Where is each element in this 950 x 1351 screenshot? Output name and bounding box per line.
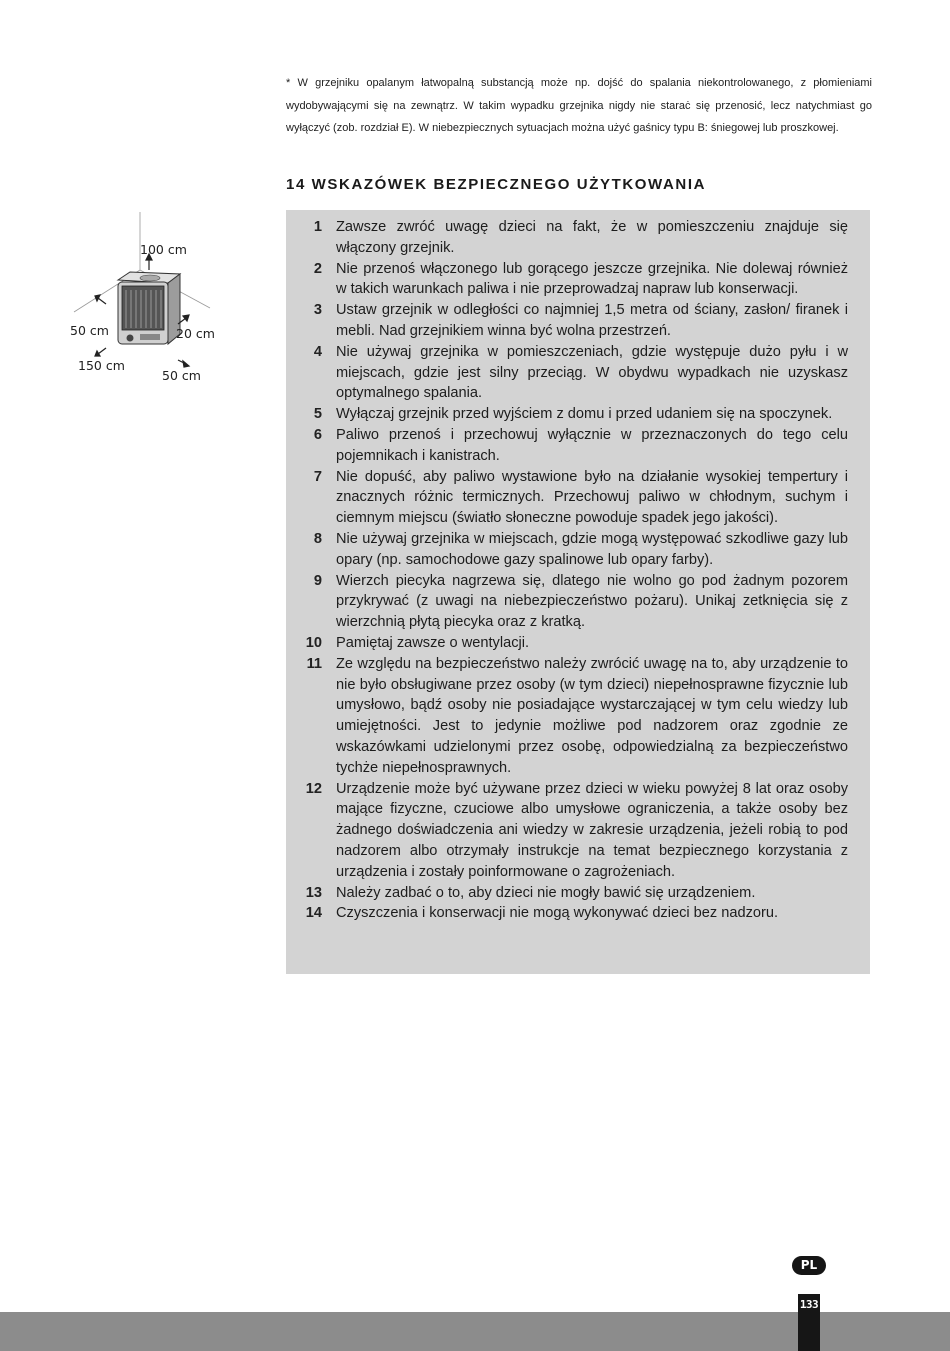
list-item (296, 404, 848, 425)
heater-clearance-illustration (62, 208, 232, 388)
item-text: Nie przenoś włączonego lub gorącego jeszcze grzejnika. Nie dolewaj również w takich warunkach paliwa i nie przeprowadzaj napraw lub konserwacji. (336, 260, 848, 298)
item-text: Ustaw grzejnik w odległości co najmniej 1,5 metra od ściany, zasłon/ firanek i mebli. Nad grzejnikiem winna być wolna przestrzeń. (336, 302, 848, 339)
item-number: 13 (305, 884, 322, 901)
list-item (296, 467, 848, 529)
item-number: 5 (313, 406, 322, 423)
list-item (296, 259, 848, 301)
item-number: 7 (313, 468, 322, 485)
item-text: Nie używaj grzejnika w pomieszczeniach, gdzie występuje dużo pyłu i w miejscach, gdzie jest silny przeciąg. W obydwu wypadkach nie uzyskasz optymalnego spalania. (336, 343, 848, 402)
item-number: 10 (305, 634, 322, 651)
item-text: Należy zadbać o to, aby dzieci nie mogły bawić się urządzeniem. (336, 884, 756, 901)
list-item (296, 779, 848, 883)
item-number: 1 (313, 219, 322, 235)
item-text: Pamiętaj zawsze o wentylacji. (336, 634, 530, 651)
heater-clearance-diagram (62, 208, 232, 388)
item-text: Ze względu na bezpieczeństwo należy zwrócić uwagę na to, aby urządzenie to nie było obsługiwane przez osoby (w tym dzieci) niepełnosprawne fizycznie lub umysłowo, bądź osoby nie posiadające wystarczającej w tym celu wiedzy lub umiejętności. Jest to jedynie możliwe pod nadzorem oraz zgodnie ze wskazówkami udzielonymi przez osobę, odpowiedzialną za bezpieczeństwo tychże niepełnosprawnych. (336, 655, 848, 776)
item-number: 8 (313, 530, 322, 547)
list-item (296, 633, 848, 654)
list-item (296, 300, 848, 342)
item-number: 6 (313, 426, 322, 443)
item-text: Zawsze zwróć uwagę dzieci na fakt, że w pomieszczeniu znajduje się włączony grzejnik. (336, 219, 848, 256)
clearance-top-label: 100 cm (140, 242, 187, 257)
clearance-front-left-label: 150 cm (78, 358, 125, 373)
language-badge: PL (792, 1256, 826, 1275)
item-text: Nie dopuść, aby paliwo wystawione było na działanie wysokiej tempertury i znacznych różnic termicznych. Przechowuj paliwo w chłodnym, suchym i ciemnym miejscu (światło słoneczne powoduje spadek jego jakości). (336, 468, 848, 527)
item-text: Wyłączaj grzejnik przed wyjściem z domu i przed udaniem się na spoczynek. (336, 406, 833, 423)
list-item (296, 529, 848, 571)
footnote-text: * W grzejniku opalanym łatwopalną substancją może np. dojść do spalania niekontrolowanego, z płomieniami wydobywającymi się na zewnątrz. W takim wypadku grzejnika nigdy nie staraċ się przenosić, lecz natychmiast go wyłączyć (zob. rozdział E). W niebezpiecznych sytuacjach można użyć gaśnicy typu B: śniegowej lub proszkowej. (286, 77, 872, 134)
list-item (296, 342, 848, 404)
section-title: 14 WSKAZÓWEK BEZPIECZNEGO UŻYTKOWANIA (286, 176, 707, 193)
item-text: Urządzenie może być używane przez dzieci w wieku powyżej 8 lat oraz osoby mające fizyczne, czuciowe albo umysłowe ograniczenia, a także osoby bez żadnego doświadczenia ani wiedzy w zakresie urządzenia, jeżeli robią to pod nadzorem albo otrzymały instrukcje na temat bezpiecznego korzystania z urządzenia i zostały poinformowane o zagrożeniach. (336, 780, 848, 880)
safety-tips-list (296, 217, 848, 924)
list-item (296, 903, 848, 924)
item-number: 11 (306, 655, 322, 672)
item-number: 14 (305, 905, 322, 922)
page-number: 133 (798, 1294, 820, 1351)
clearance-left-label: 50 cm (70, 323, 109, 338)
item-text: Nie używaj grzejnika w miejscach, gdzie mogą występować szkodliwe gazy lub opary (np. samochodowe gazy spalinowe lub opary farby). (336, 530, 848, 568)
item-number: 12 (305, 780, 322, 797)
item-text: Wierzch piecyka nagrzewa się, dlatego nie wolno go pod żadnym pozorem przykrywać (z uwagi na niebezpieczeństwo pożaru). Unikaj zetknięcia się z wierzchnią płytą piecyka oraz z kratką. (336, 572, 848, 631)
heater-icon (118, 272, 180, 344)
item-number: 9 (313, 572, 322, 589)
list-item (296, 883, 848, 904)
clearance-front-right-label: 50 cm (162, 368, 201, 383)
item-text: Paliwo przenoś i przechowuj wyłącznie w przeznaczonych do tego celu pojemnikach i kanistrach. (336, 426, 848, 464)
item-text: Czyszczenia i konserwacji nie mogą wykonywać dzieci bez nadzoru. (336, 905, 779, 922)
clearance-right-label: 20 cm (176, 326, 215, 341)
list-item (296, 425, 848, 467)
list-item (296, 217, 848, 259)
list-item (296, 654, 848, 779)
item-number: 3 (313, 302, 322, 319)
item-number: 4 (313, 343, 322, 360)
list-item (296, 571, 848, 633)
item-number: 2 (313, 260, 322, 277)
